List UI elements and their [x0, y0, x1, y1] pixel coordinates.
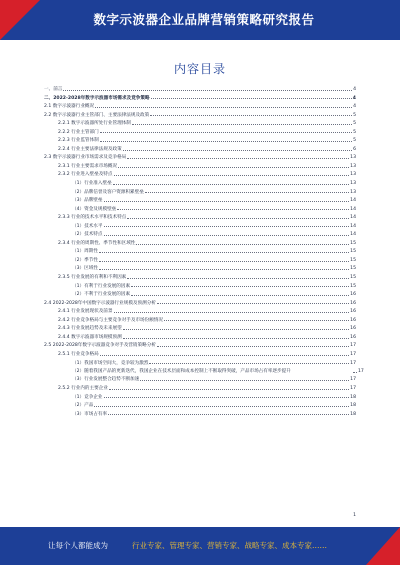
toc-entry-label: （1）有利于行业发展的因素: [72, 283, 131, 289]
toc-entry[interactable]: [44, 154, 356, 160]
toc-entry[interactable]: [44, 342, 356, 348]
toc-leader-dots: [131, 295, 349, 296]
toc-entry[interactable]: [44, 112, 356, 118]
toc-leader-dots: [99, 269, 349, 270]
toc-leader-dots: [150, 115, 352, 116]
toc-leader-dots: [132, 124, 352, 125]
toc-entry-page: 13: [350, 189, 356, 195]
toc-entry-page: 13: [350, 163, 356, 169]
report-footer: [0, 527, 400, 565]
toc-leader-dots: [104, 235, 350, 236]
toc-entry-page: 4: [353, 104, 356, 110]
toc-leader-dots: [145, 192, 349, 193]
toc-entry-label: （2）技术特点: [72, 232, 103, 238]
toc-entry-page: 5: [353, 121, 356, 127]
toc-leader-dots: [99, 261, 349, 262]
toc-entry-page: 18: [350, 411, 356, 417]
footer-slogan-lead: 让每个人都能成为: [48, 541, 108, 550]
toc-entry[interactable]: [44, 283, 356, 289]
toc-leader-dots: [123, 338, 349, 339]
toc-leader-dots: [104, 201, 350, 202]
toc-entry-label: 二、2022-2028年数字示波器市场需求及竞争策略: [44, 95, 150, 101]
toc-leader-dots: [151, 98, 352, 99]
toc-leader-dots: [114, 175, 350, 176]
toc-entry-page: 15: [350, 283, 356, 289]
toc-entry-page: 18: [350, 394, 356, 400]
toc-entry-page: 16: [350, 334, 356, 340]
toc-entry-page: 16: [350, 292, 356, 298]
toc-entry-label: （2）季节性: [72, 257, 98, 263]
toc-leader-dots: [118, 167, 349, 168]
toc-leader-dots: [100, 141, 352, 142]
toc-leader-dots: [353, 372, 357, 373]
toc-leader-dots: [164, 320, 349, 321]
toc-entry-page: 17: [350, 351, 356, 357]
footer-red-accent: [366, 527, 400, 565]
toc-entry[interactable]: [44, 317, 356, 323]
toc-entry[interactable]: [44, 95, 356, 101]
toc-entry-page: 14: [350, 198, 356, 204]
toc-entry[interactable]: [44, 163, 356, 169]
toc-entry[interactable]: [44, 214, 356, 220]
toc-entry-page: 4: [353, 87, 356, 92]
toc-entry[interactable]: [44, 120, 356, 126]
toc-leader-dots: [100, 355, 349, 356]
toc-entry[interactable]: [44, 86, 356, 92]
toc-entry-label: 2.3.1 行业主要需求市场概况: [58, 163, 118, 169]
toc-entry[interactable]: [44, 248, 356, 254]
toc-entry[interactable]: [44, 197, 356, 203]
toc-entry-page: 16: [350, 326, 356, 332]
toc-entry-label: （2）随着我国产品的更新迭代，我国企业在技术层面和成本控制上不断取得突破，产品市场占有率逐步提升: [72, 369, 291, 375]
toc-entry-label: （2）不利于行业发展的因素: [72, 292, 131, 298]
toc-entry-label: 2.2.2 行业主管部门: [58, 129, 99, 135]
toc-entry[interactable]: [44, 129, 356, 135]
toc-entry[interactable]: [44, 257, 356, 263]
toc-entry-page: 17: [350, 377, 356, 383]
toc-entry[interactable]: [44, 103, 356, 109]
toc-entry-label: （1）我国市场空间大，竞争较为激烈: [72, 360, 149, 366]
toc-leader-dots: [104, 397, 350, 398]
toc-leader-dots: [123, 150, 352, 151]
toc-entry-label: （2）产品: [72, 403, 94, 409]
toc-leader-dots: [95, 107, 352, 108]
toc-entry-page: 14: [350, 232, 356, 238]
toc-entry[interactable]: [44, 300, 356, 306]
toc-entry-label: （2）品牌信誉及客户资源积累壁垒: [72, 189, 144, 195]
toc-entry-label: 2.3.4 行业的周期性、季节性和区域性: [58, 240, 136, 246]
toc-entry-label: 2.5.1 行业竞争格局: [58, 351, 99, 357]
toc-leader-dots: [140, 380, 349, 381]
toc-entry-page: 17: [350, 385, 356, 391]
toc-entry[interactable]: [44, 180, 356, 186]
toc-entry-label: 2.1 数字示波器行业概况: [44, 104, 95, 110]
toc-entry-label: （4）资金及规模壁垒: [72, 206, 117, 212]
toc-entry[interactable]: [44, 376, 356, 382]
toc-entry[interactable]: [44, 308, 356, 314]
toc-entry-label: 2.3 数字示波器行业市场需求及竞争格局: [44, 155, 127, 161]
toc-entry-label: 2.5.2 行业内的主要企业: [58, 385, 108, 391]
footer-slogan-roles: 行业专家、管理专家、营销专家、战略专家、成本专家……: [132, 541, 327, 550]
toc-entry[interactable]: [44, 265, 356, 271]
toc-entry-page: 13: [350, 155, 356, 161]
toc-entry-label: 2.4.2 行业竞争格局与主要竞争对手及市场份额情况: [58, 317, 164, 323]
report-title: 数字示波器企业品牌营销策略研究报告: [93, 12, 315, 27]
toc-entry-label: 2.2.3 行业监管体制: [58, 138, 99, 144]
toc-entry[interactable]: [44, 171, 356, 177]
toc-entry-label: 2.4.4 数字示波器市场规模预测: [58, 334, 122, 340]
toc-leader-dots: [127, 158, 349, 159]
toc-entry[interactable]: [44, 146, 356, 152]
toc-entry[interactable]: [44, 223, 356, 229]
toc-entry[interactable]: [44, 206, 356, 212]
toc-entry-label: 2.4.1 行业发展现状及前景: [58, 309, 113, 315]
toc-entry-page: 15: [350, 275, 356, 281]
toc-entry-label: （3）品牌壁垒: [72, 198, 103, 204]
toc-entry-page: 15: [350, 266, 356, 272]
toc-leader-dots: [127, 278, 349, 279]
toc-entry[interactable]: [44, 394, 356, 400]
toc-leader-dots: [108, 414, 349, 415]
toc-leader-dots: [149, 363, 349, 364]
toc-entry-label: 2.3.2 行业进入壁垒及特点: [58, 172, 113, 178]
toc-entry-label: 2.3.3 行业的技术水平和技术特点: [58, 215, 127, 221]
toc-entry[interactable]: [44, 189, 356, 195]
toc-entry[interactable]: [44, 368, 364, 375]
toc-entry-page: 17: [350, 343, 356, 349]
toc-entry[interactable]: [44, 137, 356, 143]
toc-entry-label: 一、前言: [44, 87, 63, 92]
toc-entry-page: 5: [353, 138, 356, 144]
toc-entry[interactable]: [44, 240, 356, 246]
toc-leader-dots: [157, 346, 349, 347]
toc-leader-dots: [127, 218, 349, 219]
toc-leader-dots: [99, 252, 349, 253]
toc-entry[interactable]: [44, 385, 356, 391]
header-red-accent: [0, 0, 40, 40]
toc-entry[interactable]: [44, 351, 356, 357]
toc-entry[interactable]: [44, 360, 356, 366]
page-number: 1: [353, 513, 356, 518]
toc-entry[interactable]: [44, 274, 356, 280]
toc-entry-label: （3）区域性: [72, 266, 98, 272]
toc-entry-page: 4: [352, 95, 356, 101]
toc-entry-label: 2.5 2022-2028年数字示波器竞争对手及营销策略分析: [44, 343, 156, 349]
toc-entry-page: 16: [350, 317, 356, 323]
toc-entry-label: （3）行业发展整合趋势不断加速: [72, 377, 140, 383]
toc-leader-dots: [94, 406, 349, 407]
toc-entry[interactable]: [44, 231, 356, 237]
toc-entry-page: 18: [350, 403, 356, 409]
toc-leader-dots: [113, 184, 349, 185]
toc-entry-page: 15: [350, 240, 356, 246]
toc-entry-page: 6: [353, 146, 356, 152]
toc-entry-label: 2.2.4 行业主要法律法规及政策: [58, 146, 122, 152]
toc-entry-page: 14: [350, 215, 356, 221]
toc-entry-page: 17: [358, 369, 364, 375]
toc-entry-label: （3）市场占有率: [72, 411, 108, 417]
toc-entry-page: 5: [353, 129, 356, 135]
toc-entry-page: 17: [350, 360, 356, 366]
toc-leader-dots: [114, 312, 350, 313]
report-header: [0, 0, 400, 40]
toc-leader-dots: [104, 226, 350, 227]
toc-entry-label: （1）技术水平: [72, 223, 103, 229]
toc-entry-label: （1）行业准入壁垒: [72, 181, 112, 187]
toc-entry-label: 2.2 数字示波器行业主管部门、主要法律法规及政策: [44, 112, 150, 118]
toc-entry-page: 15: [350, 249, 356, 255]
toc-entry-label: 2.3.5 行业发展的有利和不利因素: [58, 275, 127, 281]
toc-entry-page: 14: [350, 206, 356, 212]
toc-entry-page: 16: [350, 300, 356, 306]
toc-entry-label: 2.4 2022-2028年中国数字示波器行业规模及预测分析: [44, 300, 156, 306]
toc-entry-page: 16: [350, 309, 356, 315]
toc-entry-page: 13: [350, 181, 356, 187]
toc-entry-label: （1）周期性: [72, 249, 98, 255]
toc-entry-label: 2.2.1 数字示波器所处行业管理体制: [58, 121, 131, 127]
table-of-contents: [44, 86, 364, 419]
toc-leader-dots: [157, 303, 349, 304]
toc-entry-page: 13: [350, 172, 356, 178]
toc-entry[interactable]: [44, 334, 356, 340]
toc-leader-dots: [131, 286, 349, 287]
toc-leader-dots: [117, 209, 349, 210]
toc-entry[interactable]: [44, 325, 356, 331]
toc-entry-label: 2.4.3 行业发展趋势及未来展望: [58, 326, 122, 332]
toc-entry-page: 15: [350, 257, 356, 263]
toc-entry-label: （1）竞争企业: [72, 394, 103, 400]
toc-leader-dots: [123, 329, 349, 330]
toc-entry-page: 14: [350, 223, 356, 229]
toc-entry[interactable]: [44, 291, 356, 297]
toc-leader-dots: [63, 90, 352, 91]
toc-entry-page: 5: [353, 112, 356, 118]
toc-heading: 内容目录: [173, 62, 226, 76]
toc-leader-dots: [100, 132, 352, 133]
toc-entry[interactable]: [44, 402, 356, 408]
toc-entry[interactable]: [44, 411, 356, 417]
toc-leader-dots: [109, 389, 349, 390]
toc-leader-dots: [136, 244, 349, 245]
